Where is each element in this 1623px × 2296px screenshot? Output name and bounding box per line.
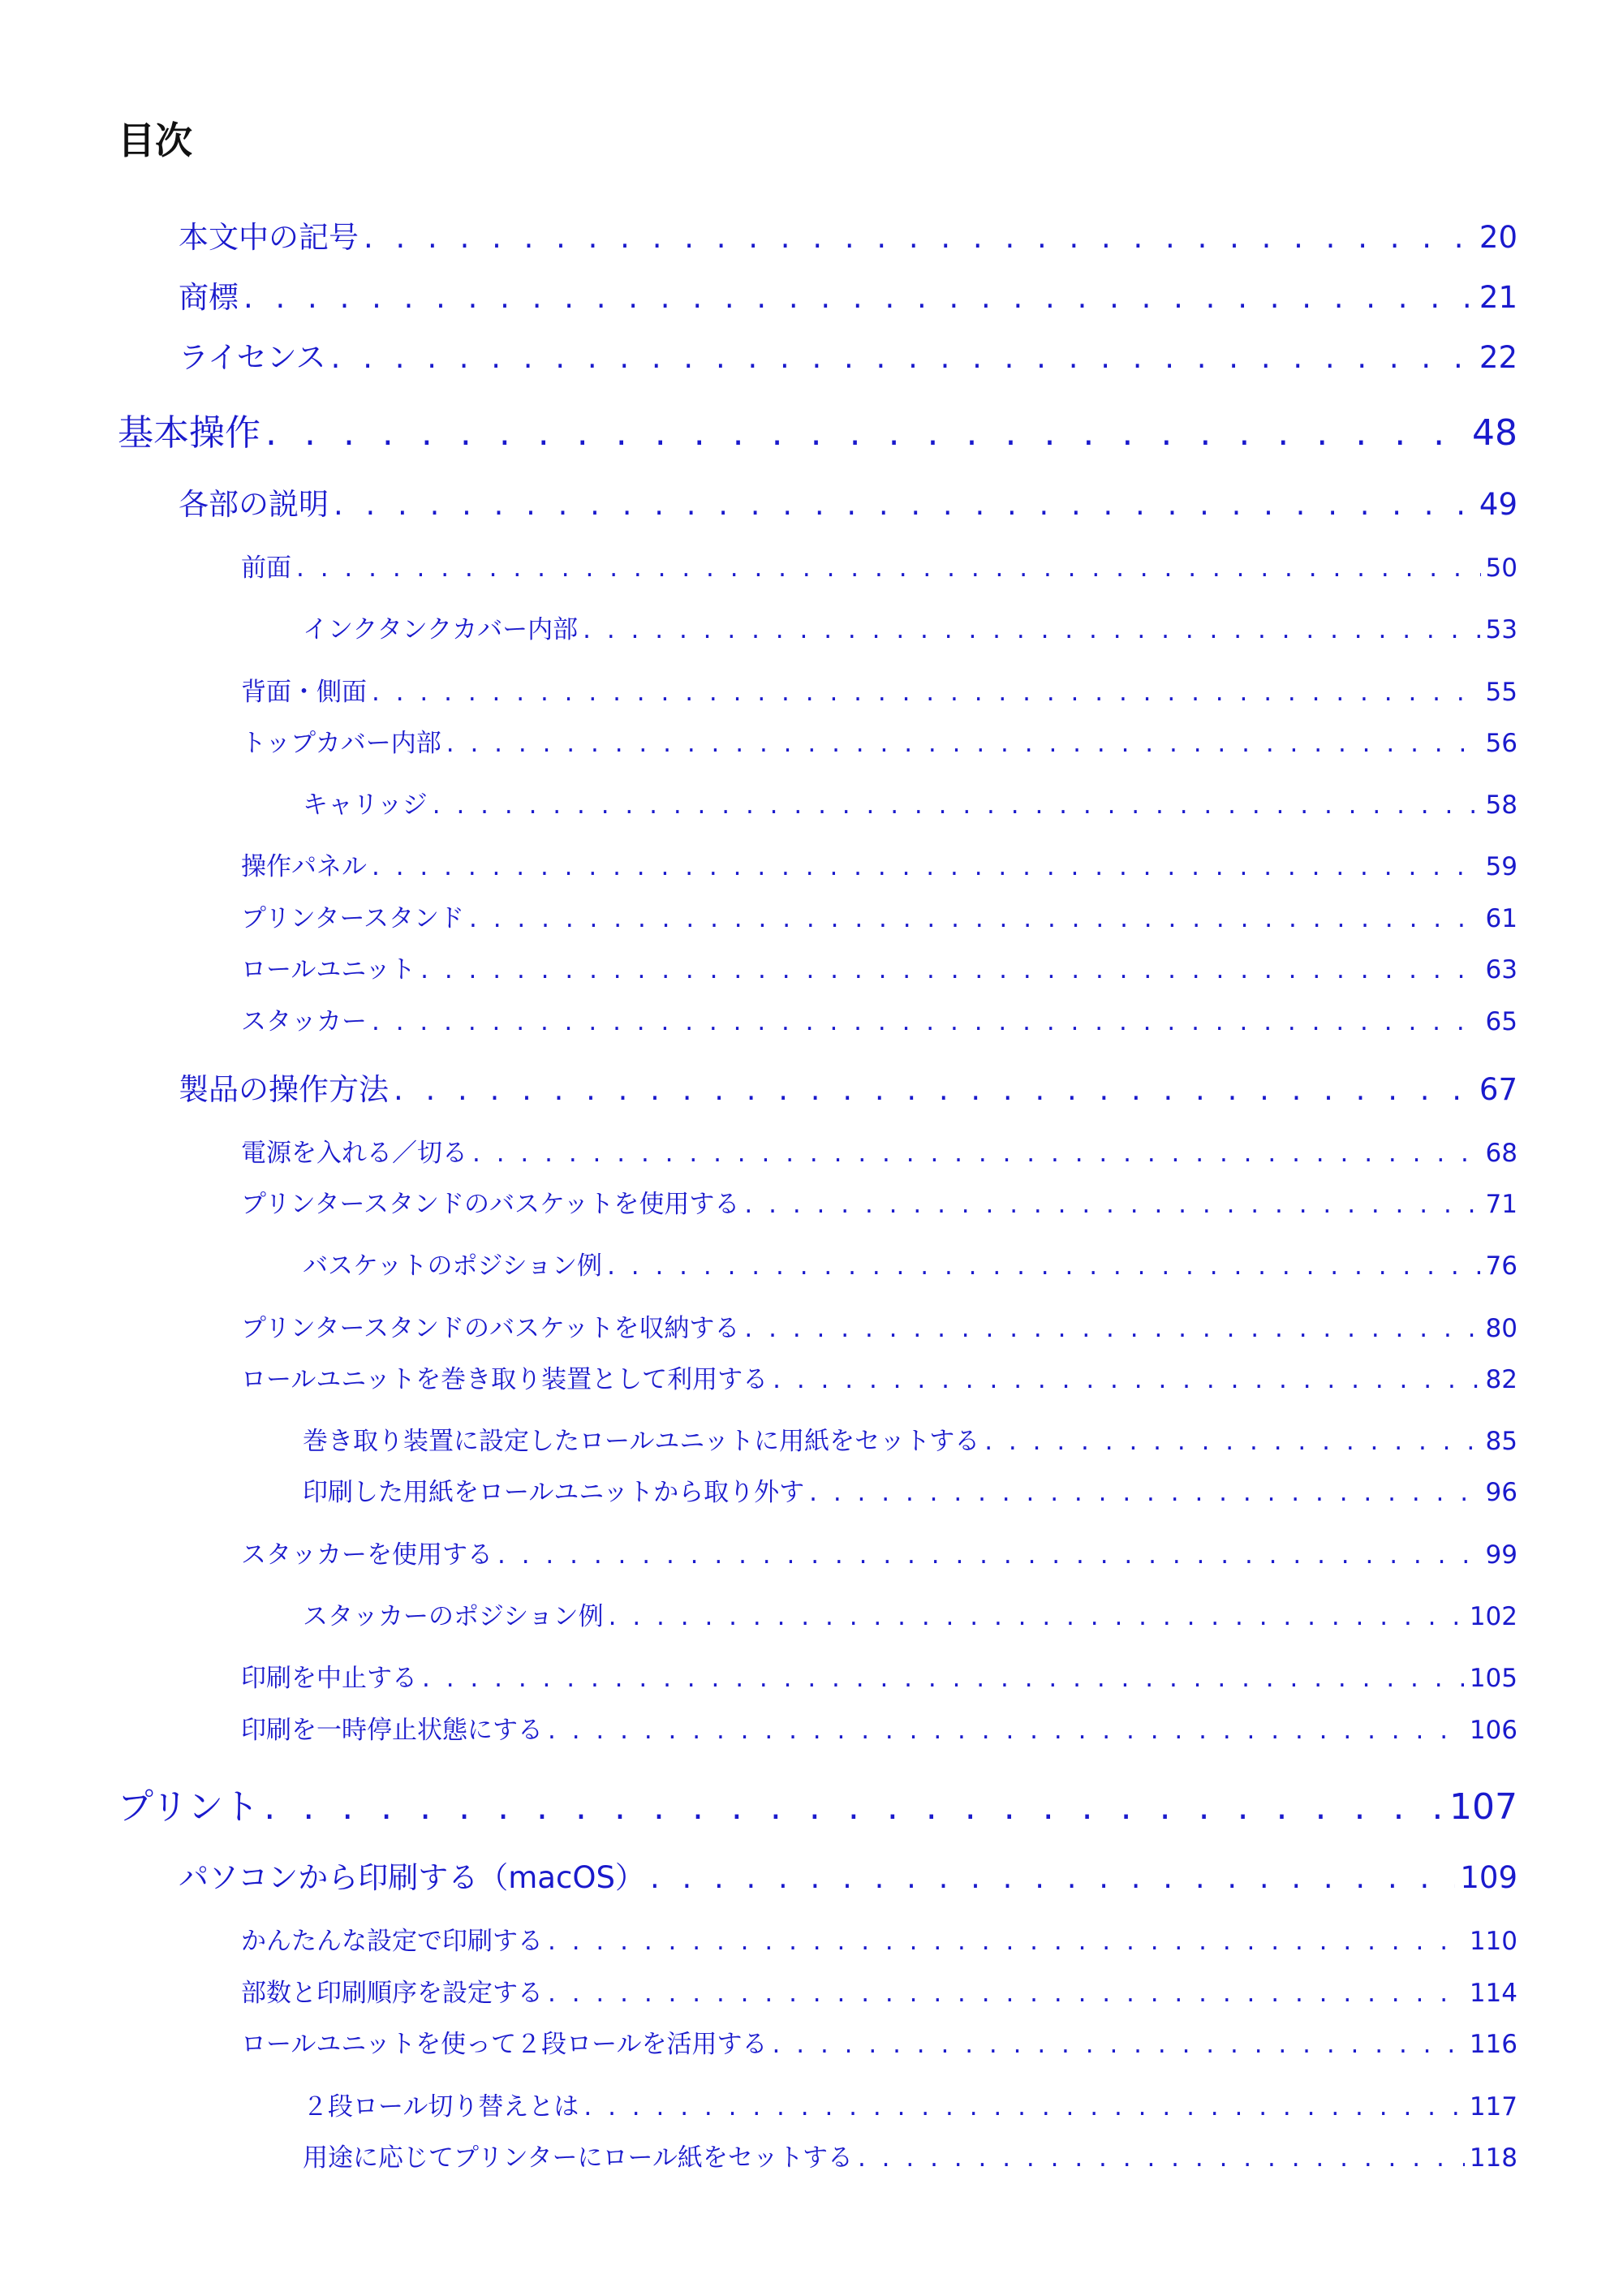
- toc-entry[interactable]: [241, 846, 1518, 882]
- toc-entry-label: 印刷を一時停止状態にする: [241, 1716, 543, 1745]
- toc-entry-page-number: 65: [1485, 1007, 1518, 1036]
- toc-entry-label: ロールユニット: [241, 955, 416, 984]
- toc-entry-label: 製品の操作方法: [179, 1072, 389, 1107]
- toc-entry-page-number: 85: [1485, 1427, 1518, 1456]
- toc-entry-page-number: 55: [1485, 678, 1518, 707]
- toc-dot-leader: [609, 1602, 1465, 1631]
- toc-entry-label: ロールユニットを巻き取り装置として利用する: [241, 1365, 768, 1394]
- toc-entry-page-number: 48: [1472, 412, 1518, 454]
- toc-entry-page-number: 106: [1469, 1716, 1518, 1745]
- toc-entry[interactable]: [241, 1001, 1518, 1037]
- toc-entry-label: 本文中の記号: [179, 220, 359, 255]
- toc-entry[interactable]: [303, 2086, 1518, 2122]
- toc-entry[interactable]: [303, 1420, 1518, 1457]
- toc-entry-page-number: 99: [1485, 1540, 1518, 1570]
- toc-dot-leader: [372, 678, 1481, 707]
- toc-entry[interactable]: [241, 547, 1518, 584]
- toc-dot-leader: [744, 1314, 1480, 1343]
- toc-dot-leader: [372, 1007, 1481, 1036]
- toc-entry[interactable]: [241, 1972, 1518, 2009]
- toc-entry-label: ２段ロール切り替えとは: [303, 2092, 579, 2122]
- toc-dot-leader: [334, 487, 1474, 522]
- toc-entry-label: ライセンス: [179, 340, 326, 375]
- toc-dot-leader: [394, 1072, 1474, 1107]
- toc-dot-leader: [583, 2092, 1464, 2122]
- toc-entry-label: パソコンから印刷する（macOS）: [179, 1860, 645, 1895]
- toc-entry-page-number: 96: [1485, 1478, 1518, 1507]
- toc-entry-page-number: 61: [1485, 904, 1518, 933]
- toc-entry[interactable]: [303, 1245, 1518, 1282]
- toc-entry[interactable]: [179, 273, 1518, 317]
- toc-entry-label: 基本操作: [118, 412, 260, 454]
- toc-entry[interactable]: [179, 333, 1518, 377]
- toc-entry-label: ロールユニットを使って２段ロールを活用する: [241, 2030, 768, 2059]
- toc-dot-leader: [773, 1365, 1480, 1394]
- toc-entry[interactable]: [303, 1471, 1518, 1508]
- toc-entry-label: 印刷した用紙をロールユニットから取り外す: [303, 1478, 805, 1507]
- toc-dot-leader: [422, 1664, 1465, 1693]
- toc-entry[interactable]: [241, 1657, 1518, 1694]
- toc-entry-label: スタッカーを使用する: [241, 1540, 493, 1570]
- toc-entry[interactable]: [241, 949, 1518, 985]
- toc-entry-label: 巻き取り装置に設定したロールユニットに用紙をセットする: [303, 1427, 980, 1456]
- toc-dot-leader: [548, 1927, 1465, 1956]
- toc-dot-leader: [548, 1716, 1465, 1745]
- toc-entry-page-number: 107: [1449, 1786, 1518, 1828]
- toc-entry-page-number: 20: [1479, 220, 1518, 255]
- toc-dot-leader: [744, 1190, 1480, 1219]
- toc-dot-leader: [243, 280, 1474, 315]
- toc-dot-leader: [809, 1478, 1480, 1507]
- toc-entry-label: スタッカー: [241, 1007, 367, 1036]
- toc-entry-label: トップカバー内部: [241, 729, 441, 758]
- toc-entry[interactable]: [241, 898, 1518, 934]
- toc-entry-page-number: 58: [1485, 790, 1518, 820]
- toc-entry[interactable]: [179, 480, 1518, 523]
- toc-entry-label: 各部の説明: [179, 487, 329, 522]
- toc-entry[interactable]: [303, 609, 1518, 645]
- toc-entry[interactable]: [241, 1920, 1518, 1957]
- toc-entry-label: 商標: [179, 280, 239, 315]
- toc-entry-page-number: 102: [1469, 1602, 1518, 1631]
- toc-dot-leader: [372, 852, 1481, 881]
- toc-entry-page-number: 53: [1485, 615, 1518, 644]
- toc-entry-page-number: 118: [1469, 2143, 1518, 2173]
- toc-entry-label: プリント: [118, 1786, 260, 1828]
- toc-entry[interactable]: [241, 1183, 1518, 1220]
- toc-entry-page-number: 80: [1485, 1314, 1518, 1343]
- toc-entry-page-number: 117: [1469, 2092, 1518, 2122]
- toc-entry-page-number: 114: [1469, 1979, 1518, 2008]
- toc-entry-page-number: 22: [1479, 340, 1518, 375]
- toc-entry[interactable]: [241, 1359, 1518, 1395]
- toc-entry-label: 部数と印刷順序を設定する: [241, 1979, 543, 2008]
- toc-entry-label: 用途に応じてプリンターにロール紙をセットする: [303, 2143, 853, 2173]
- toc-entry-page-number: 109: [1460, 1860, 1518, 1895]
- toc-entry-label: 背面・側面: [241, 678, 367, 707]
- toc-entry-label: 電源を入れる／切る: [241, 1139, 467, 1168]
- toc-entry-label: プリンタースタンド: [241, 904, 464, 933]
- toc-entry[interactable]: [179, 1853, 1518, 1897]
- toc-entry-label: スタッカーのポジション例: [303, 1602, 604, 1631]
- toc-entry-page-number: 110: [1469, 1927, 1518, 1956]
- toc-dot-leader: [446, 729, 1481, 758]
- toc-dot-leader: [984, 1427, 1480, 1456]
- toc-entry[interactable]: [179, 213, 1518, 256]
- toc-dot-leader: [650, 1860, 1455, 1895]
- toc-dot-leader: [858, 2143, 1465, 2173]
- toc-entry-label: キャリッジ: [303, 790, 428, 820]
- toc-entry-page-number: 21: [1479, 280, 1518, 315]
- toc-dot-leader: [472, 1139, 1481, 1168]
- toc-entry[interactable]: [118, 1777, 1518, 1829]
- toc-entry[interactable]: [241, 1534, 1518, 1570]
- toc-dot-leader: [497, 1540, 1481, 1570]
- toc-dot-leader: [264, 1786, 1444, 1828]
- toc-dot-leader: [607, 1251, 1480, 1281]
- toc-entry[interactable]: [303, 1596, 1518, 1632]
- toc-entry-label: 操作パネル: [241, 852, 367, 881]
- toc-entry[interactable]: [241, 1709, 1518, 1746]
- toc-dot-leader: [296, 554, 1481, 583]
- toc-entry-label: かんたんな設定で印刷する: [241, 1927, 543, 1956]
- toc-dot-leader: [548, 1979, 1465, 2008]
- toc-dot-leader: [583, 615, 1480, 644]
- toc-dot-leader: [265, 412, 1467, 454]
- toc-dot-leader: [469, 904, 1481, 933]
- toc-entry[interactable]: [179, 1065, 1518, 1109]
- toc-entry-page-number: 56: [1485, 729, 1518, 758]
- toc-entry-page-number: 116: [1469, 2030, 1518, 2059]
- toc-entry-page-number: 105: [1469, 1664, 1518, 1693]
- toc-entry-page-number: 82: [1485, 1365, 1518, 1394]
- toc-entry-label: 前面: [241, 554, 291, 583]
- toc-entry[interactable]: [241, 1132, 1518, 1169]
- toc-entry[interactable]: [241, 671, 1518, 708]
- toc-entry-label: プリンタースタンドのバスケットを収納する: [241, 1314, 740, 1343]
- toc-entry-page-number: 50: [1485, 554, 1518, 583]
- toc-entry-label: プリンタースタンドのバスケットを使用する: [241, 1190, 740, 1219]
- toc-dot-leader: [331, 340, 1474, 375]
- toc-entry-page-number: 67: [1479, 1072, 1518, 1107]
- toc-dot-leader: [433, 790, 1481, 820]
- toc-entry-label: 印刷を中止する: [241, 1664, 417, 1693]
- toc-entry[interactable]: [241, 722, 1518, 759]
- toc-entry-page-number: 71: [1485, 1190, 1518, 1219]
- toc-entry-page-number: 63: [1485, 955, 1518, 984]
- toc-entry-page-number: 68: [1485, 1139, 1518, 1168]
- toc-entry-label: インクタンクカバー内部: [303, 615, 579, 644]
- toc-entry[interactable]: [303, 784, 1518, 821]
- toc-entry-page-number: 76: [1485, 1251, 1518, 1281]
- toc-dot-leader: [773, 2030, 1465, 2059]
- toc-heading: 目次: [118, 118, 192, 162]
- toc-entry[interactable]: [118, 403, 1518, 455]
- toc-entry-page-number: 59: [1485, 852, 1518, 881]
- toc-dot-leader: [364, 220, 1474, 255]
- toc-dot-leader: [420, 955, 1480, 984]
- toc-entry[interactable]: [241, 2023, 1518, 2060]
- toc-entry[interactable]: [303, 2137, 1518, 2173]
- toc-entry-page-number: 49: [1479, 487, 1518, 522]
- toc-entry-label: バスケットのポジション例: [303, 1251, 603, 1281]
- toc-entry[interactable]: [241, 1307, 1518, 1344]
